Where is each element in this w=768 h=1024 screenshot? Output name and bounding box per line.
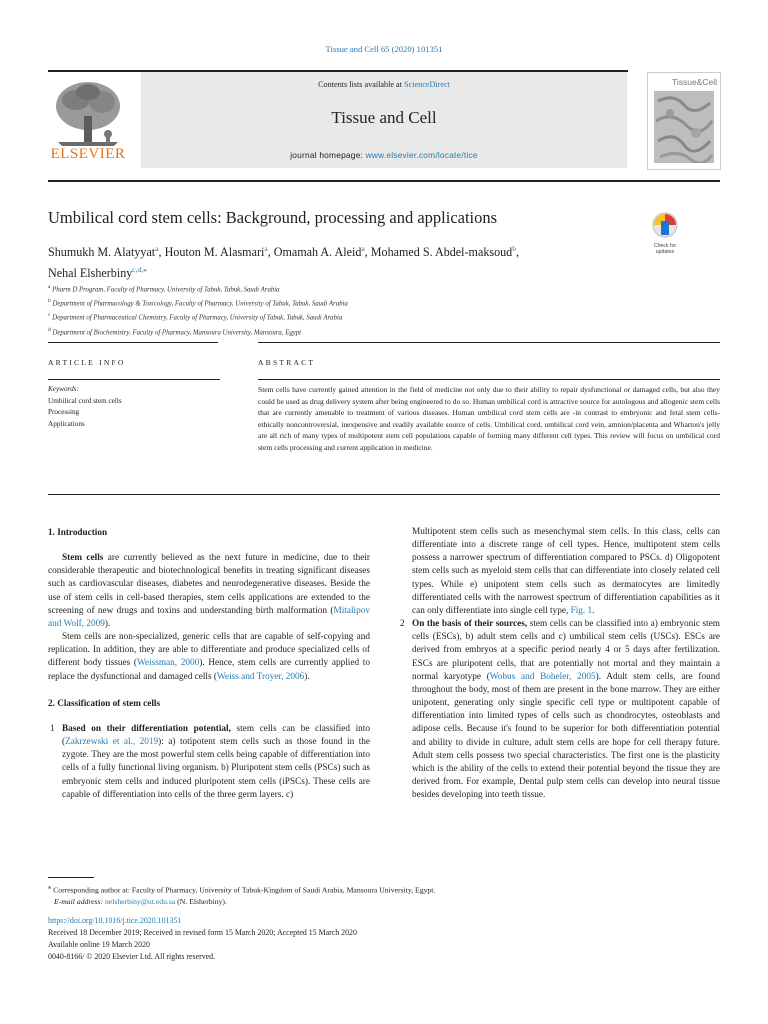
body-left-column: [48, 526, 370, 802]
list-item-number: 2: [400, 619, 405, 630]
author-name[interactable]: Nehal Elsherbiny: [48, 266, 133, 281]
check-for-updates-badge[interactable]: [647, 212, 683, 255]
elsevier-logo[interactable]: [48, 76, 128, 166]
contents-available-line: Contents lists available at ScienceDirect: [318, 80, 450, 89]
footnote-rule: [48, 877, 94, 878]
keyword-item: Umbilical cord stem cells: [48, 396, 122, 405]
copyright-line: 0040-8166/ © 2020 Elsevier Ltd. All rights reserved.: [48, 952, 216, 961]
cover-title: Tissue&Cell: [671, 77, 717, 87]
abstract-bottom-rule: [48, 494, 720, 495]
received-dates: Received 18 December 2019; Received in revised form 15 March 2020; Accepted 15 March 2020: [48, 928, 357, 937]
keywords-block: [48, 384, 218, 430]
author-affiliation-mark[interactable]: a: [155, 244, 159, 253]
abstract-heading: ABSTRACT: [258, 358, 316, 367]
author-affiliation-mark[interactable]: a: [361, 244, 365, 253]
abstract-top-rule: [258, 342, 720, 343]
journal-header-banner: [141, 72, 627, 168]
affiliation-item: $^a$ Pharm D Program, Faculty of Pharmacy, University of Tabuk, Tabuk, Saudi Arabia: [48, 284, 280, 294]
affiliation-list: [48, 282, 648, 339]
journal-homepage-line: journal homepage: www.elsevier.com/locate/tice: [290, 150, 478, 160]
journal-homepage-link[interactable]: www.elsevier.com/locate/tice: [365, 150, 478, 160]
figure-link[interactable]: Fig. 1: [570, 605, 593, 616]
author-affiliation-mark[interactable]: a: [264, 244, 268, 253]
journal-title: Tissue and Cell: [331, 108, 437, 127]
reference-link[interactable]: Weissman, 2000: [137, 658, 200, 669]
cover-image-icon: [654, 91, 714, 163]
article-title: Umbilical cord stem cells: Background, processing and applications: [48, 208, 498, 227]
intro-paragraph-2: Stem cells are non-specialized, generic cells that are capable of self-copying and replication. In addition, they are able to differentiate and produce specialized cells of different body tissues (Weissman, 2000). Hence, stem cells are currently applied to replace the dysfunctional and damaged cells (Weiss and Troyer, 2006).: [48, 632, 370, 682]
keyword-item: Processing: [48, 408, 80, 417]
author-affiliation-mark[interactable]: b: [512, 244, 516, 253]
article-info-top-rule: [48, 342, 218, 343]
affiliation-item: $^d$ Department of Biochemistry, Faculty of Pharmacy, Mansoura University, Mansoura, Egypt: [48, 326, 302, 336]
author-name[interactable]: Houton M. Alasmari: [164, 245, 265, 260]
author-name[interactable]: Mohamed S. Abdel-maksoud: [370, 245, 513, 260]
stem-cells-term: Stem cells: [62, 553, 104, 564]
author-list: Shumukh M. Alatyyat$^a$, Houton M. Alasmari$^a$, Omamah A. Aleid$^a$, Mohamed S. Abdel-maksoud$^b$, Nehal Elsherbiny$^{c,d,⁎}$: [48, 244, 519, 281]
publication-info: [48, 915, 720, 963]
section-heading-introduction: 1. Introduction: [48, 527, 108, 537]
affiliation-item: $^c$ Department of Pharmaceutical Chemistry, Faculty of Pharmacy, University of Tabuk, Tabuk, Saudi Arabia: [48, 312, 343, 322]
crossmark-icon: [647, 212, 683, 238]
corresponding-author-footnote: ⁎ Corresponding author at: Faculty of Pharmacy, University of Tabuk-Kingdom of Saudi Arabia, Mansoura University, Egypt. E-mail address: nelsherbiny@ut.edu.sa (N. Elsherbiny).: [48, 884, 436, 906]
journal-cover-thumbnail[interactable]: [647, 72, 721, 170]
reference-link[interactable]: Zakrzewski et al., 2019: [65, 737, 159, 748]
elsevier-wordmark: ELSEVIER: [50, 146, 126, 162]
abstract-text: Stem cells have currently gained attention in the field of medicine not only due to their ability to repair dysfunctional or damaged cells, but also they could be used as drug delivery system after being engineered to do so. Human umbilical cord is attractive source for autologous and allogenic stem cells that are currently amenable to treatment of various diseases. Human umbilical cord stem cells are -in contrast to embryonic and fetal stem cells- ethically noncontroversial, inexpensive and readily available source of cells. Umbilical cord, umbilical cord vein, amnion/placenta and Wharton's jelly are all rich of many types of multipotent stem cell populations capable of forming many different cell types. This review will focus on umbilical cord stem cells processing and current application in medicine.: [258, 385, 720, 452]
list-item: 1 Based on their differentiation potential, stem cells can be classified into (Zakrzewski et al., 2019): a) totipotent stem cells such as those found in the zygote. They are the most powerful stem cells being capable of differentiation into cells of a fully functional living organism. b) Pluripotent stem cells (PSCs) such as embryonic stem cells and induced pluripotent stem cells (iPSCs). These cells are capable of differentiation into cells of the three germ layers. c): [50, 723, 371, 800]
crossmark-label: Check for updates: [653, 243, 677, 255]
article-info-heading: ARTICLE INFO: [48, 358, 126, 367]
journal-citation-link[interactable]: Tissue and Cell 65 (2020) 101351: [325, 44, 443, 54]
intro-paragraph-1: Stem cells are currently believed as the next future in medicine, due to their considerable therapeutic and biotechnological benefits in treating significant diseases such as cardiovascular diseases, diabetes and neurodegenerative diseases. Beside the use of stem cells in cell-based therapies, stem cells applications are extended to the screening of new drugs and toxins and understanding birth malformation (Mitalipov and Wolf, 2009).: [48, 553, 370, 629]
reference-link[interactable]: Wobus and Boheler, 2005: [489, 671, 596, 682]
keywords-label: Keywords:: [48, 385, 79, 393]
available-online-date: Available online 19 March 2020: [48, 940, 150, 949]
list-item-number: 1: [50, 723, 55, 734]
abstract-divider: [258, 379, 720, 380]
reference-link[interactable]: Mitalipov and Wolf, 2009: [48, 605, 370, 629]
article-info-divider: [48, 379, 220, 380]
doi-link[interactable]: https://doi.org/10.1016/j.tice.2020.101351: [48, 916, 182, 925]
list-item: 2 On the basis of their sources, stem cells can be classified into a) embryonic stem cells (ESCs), b) adult stem cells and c) umbilical stem cells (USCs). ESCs are derived from embryos at a specific period nearly 4 or 5 days after fertilization. ESCs are pluripotent cells, that are potentially not mortal and they maintain a normal karyotype (Wobus and Boheler, 2005). Adult stem cells, are found throughout the body, most of them are present in the bone marrow. They are either unipotent, generating only single specific cell type or multipotent capable of differentiation into limited types of cells such as chondrocytes, osteoblasts and adipose cells. Because it's found to be superior for both differentiation potential and ability to divide in culture, adult stem cells are hope for cell therapy future. Adult stem cells possess two special characteristics. The first one is the plasticity which is the ability of the cells to extend their potential beyond the tissue they are derived from. For example, Dental pulp stem cells can develop into neural tissue besides developing into teeth tissue.: [400, 619, 721, 801]
author-email-link[interactable]: nelsherbiny@ut.edu.sa: [104, 896, 176, 906]
sciencedirect-link[interactable]: ScienceDirect: [404, 80, 450, 89]
header-bottom-rule: [48, 180, 720, 182]
author-name[interactable]: Shumukh M. Alatyyat: [48, 245, 156, 260]
section-heading-classification: 2. Classification of stem cells: [48, 697, 161, 708]
body-right-column: [398, 526, 720, 802]
reference-link[interactable]: Weiss and Troyer, 2006: [217, 671, 305, 682]
keyword-item: Applications: [48, 419, 85, 428]
author-name[interactable]: Omamah A. Aleid: [273, 245, 362, 260]
affiliation-item: $^b$ Department of Pharmacology & Toxicology, Faculty of Pharmacy, University of Tabuk, Tabuk, Saudi Arabia: [48, 298, 348, 308]
author-affiliation-mark[interactable]: c,d,⁎: [132, 265, 147, 275]
list-item-continuation: Multipotent stem cells such as mesenchymal stem cells. In this class, cells can differentiate into a discrete range of cell types. Hence, multipotent stem cells possess a narrower spectrum of differentiation compared to PSCs. d) Oligopotent stem cells such as myeloid stem cells that can differentiate into closely related cell types. While e) unipotent stem cells such as dermatocytes are limitedly differentiated cells with the narrowest spectrum of differentiation capabilities as it can only differentiate into single cell type, Fig. 1.: [412, 527, 720, 616]
